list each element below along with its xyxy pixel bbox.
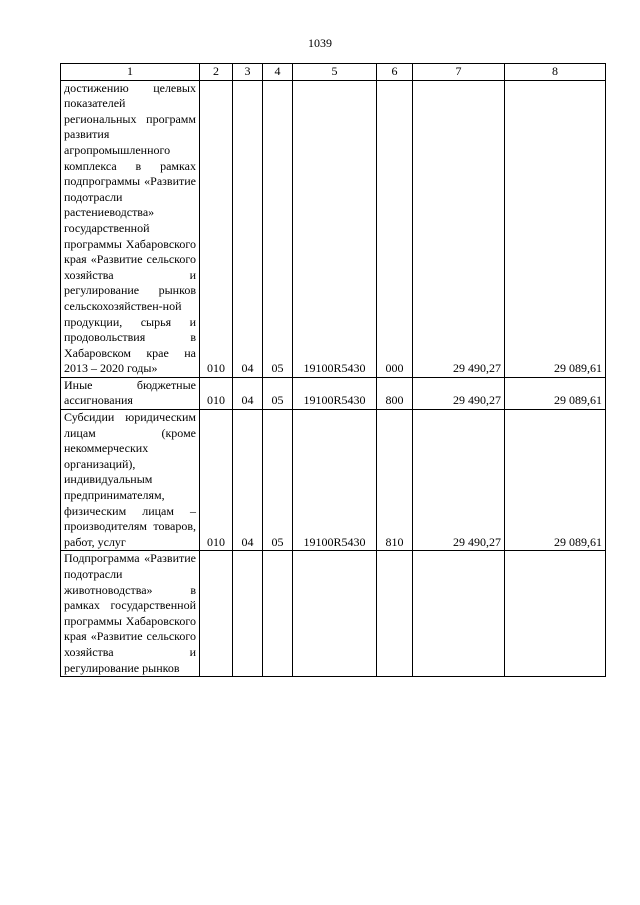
page-number: 1039 [308,36,332,50]
cell-expense-type: 000 [377,80,413,377]
column-header: 6 [377,64,413,81]
cell-ministry-code: 010 [200,80,233,377]
cell-expense-type: 800 [377,377,413,409]
cell-ministry-code: 010 [200,410,233,551]
cell-amount-executed: 29 089,61 [505,377,606,409]
cell-amount-planned: 29 490,27 [413,377,505,409]
cell-ministry-code: 010 [200,377,233,409]
cell-target-article: 19100R5430 [293,410,377,551]
cell-amount-executed [505,551,606,677]
row-name: Подпрограмма «Развитие подотрасли животноводства» в рамках государственной программы Хабаровского края «Развитие сельского хозяйства и регулирование рынков [61,551,200,677]
cell-expense-type [377,551,413,677]
column-header: 7 [413,64,505,81]
cell-amount-planned [413,551,505,677]
cell-subsection [263,551,293,677]
table-row [61,410,606,551]
column-header: 4 [263,64,293,81]
column-header: 2 [200,64,233,81]
cell-amount-planned: 29 490,27 [413,80,505,377]
row-name: Субсидии юридическим лицам (кроме некоммерческих организаций), индивидуальным предпринимателям, физическим лицам – производителям товаров, работ, услуг [61,410,200,551]
cell-amount-executed: 29 089,61 [505,410,606,551]
table-row [61,80,606,377]
table-header-row [61,64,606,81]
cell-section [233,551,263,677]
cell-subsection: 05 [263,377,293,409]
row-name: достижению целевых показателей региональных программ развития агропромышленного комплекса в рамках подпрограммы «Развитие подотрасли растениеводства» государственной программы Хабаровского края «Развитие сельского хозяйства и регулирование рынков сельскохозяйствен-ной продукции, сырья и продовольствия в Хабаровском крае на 2013 – 2020 годы» [61,80,200,377]
cell-subsection: 05 [263,80,293,377]
cell-amount-executed: 29 089,61 [505,80,606,377]
table-row [61,551,606,677]
table-row [61,377,606,409]
budget-table [60,63,606,677]
row-name: Иные бюджетные ассигнования [61,377,200,409]
cell-subsection: 05 [263,410,293,551]
column-header: 5 [293,64,377,81]
cell-amount-planned: 29 490,27 [413,410,505,551]
column-header: 1 [61,64,200,81]
cell-target-article: 19100R5430 [293,377,377,409]
cell-ministry-code [200,551,233,677]
cell-section: 04 [233,377,263,409]
cell-section: 04 [233,410,263,551]
cell-expense-type: 810 [377,410,413,551]
cell-target-article [293,551,377,677]
column-header: 8 [505,64,606,81]
cell-target-article: 19100R5430 [293,80,377,377]
cell-section: 04 [233,80,263,377]
column-header: 3 [233,64,263,81]
